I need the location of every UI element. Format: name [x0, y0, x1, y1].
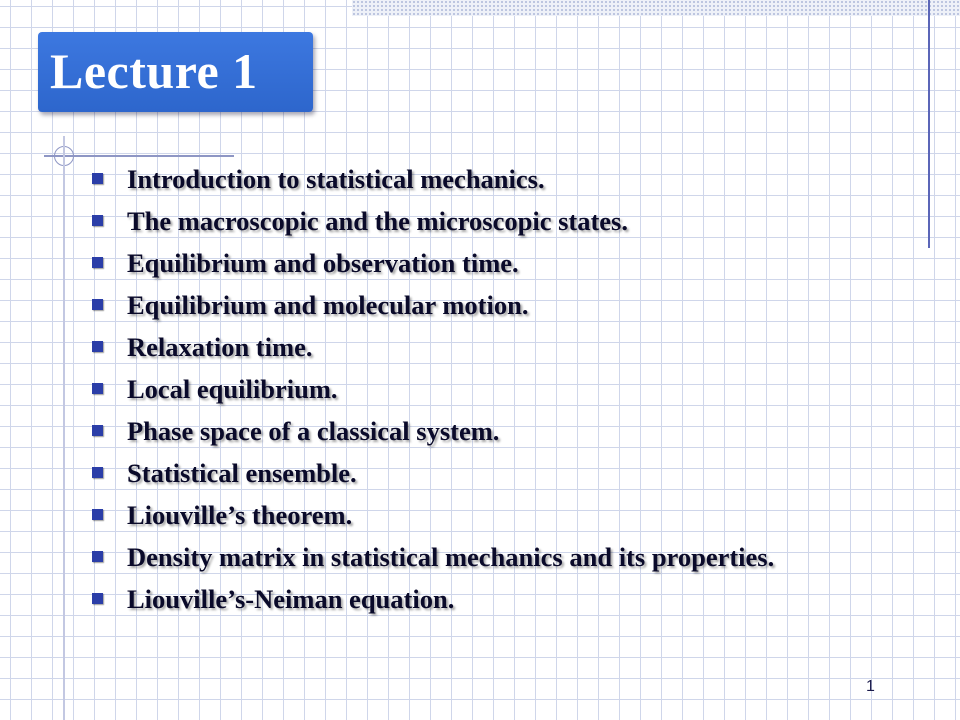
top-decorative-band [352, 0, 960, 16]
square-bullet-icon [92, 425, 103, 436]
slide-title: Lecture 1 [50, 43, 258, 99]
bullet-item [92, 543, 888, 571]
bullet-item [92, 501, 888, 529]
bullet-text: Local equilibrium. [127, 374, 338, 404]
bullet-list [92, 165, 888, 627]
bullet-text: Equilibrium and observation time. [127, 248, 519, 278]
bullet-text: The macroscopic and the microscopic states. [127, 206, 628, 236]
bullet-item [92, 585, 888, 613]
square-bullet-icon [92, 299, 103, 310]
square-bullet-icon [92, 593, 103, 604]
bullet-text: Relaxation time. [127, 332, 313, 362]
square-bullet-icon [92, 341, 103, 352]
bullet-item [92, 333, 888, 361]
square-bullet-icon [92, 509, 103, 520]
square-bullet-icon [92, 467, 103, 478]
bullet-text: Density matrix in statistical mechanics and its properties. [127, 542, 775, 572]
bullet-item [92, 207, 888, 235]
square-bullet-icon [92, 215, 103, 226]
bullet-text: Liouville’s-Neiman equation. [127, 584, 455, 614]
square-bullet-icon [92, 173, 103, 184]
bullet-text: Liouville’s theorem. [127, 500, 353, 530]
crosshair-vertical-line [63, 136, 65, 720]
crosshair-horizontal-line [44, 155, 234, 157]
bullet-item [92, 417, 888, 445]
bullet-text: Equilibrium and molecular motion. [127, 290, 529, 320]
square-bullet-icon [92, 551, 103, 562]
bullet-text: Statistical ensemble. [127, 458, 357, 488]
square-bullet-icon [92, 257, 103, 268]
square-bullet-icon [92, 383, 103, 394]
bullet-text: Introduction to statistical mechanics. [127, 164, 545, 194]
page-number: 1 [866, 678, 875, 695]
bullet-item [92, 459, 888, 487]
bullet-item [92, 375, 888, 403]
bullet-item [92, 249, 888, 277]
bullet-item [92, 165, 888, 193]
title-box [38, 32, 313, 112]
bullet-item [92, 291, 888, 319]
bullet-text: Phase space of a classical system. [127, 416, 500, 446]
right-vertical-rule [928, 0, 930, 248]
